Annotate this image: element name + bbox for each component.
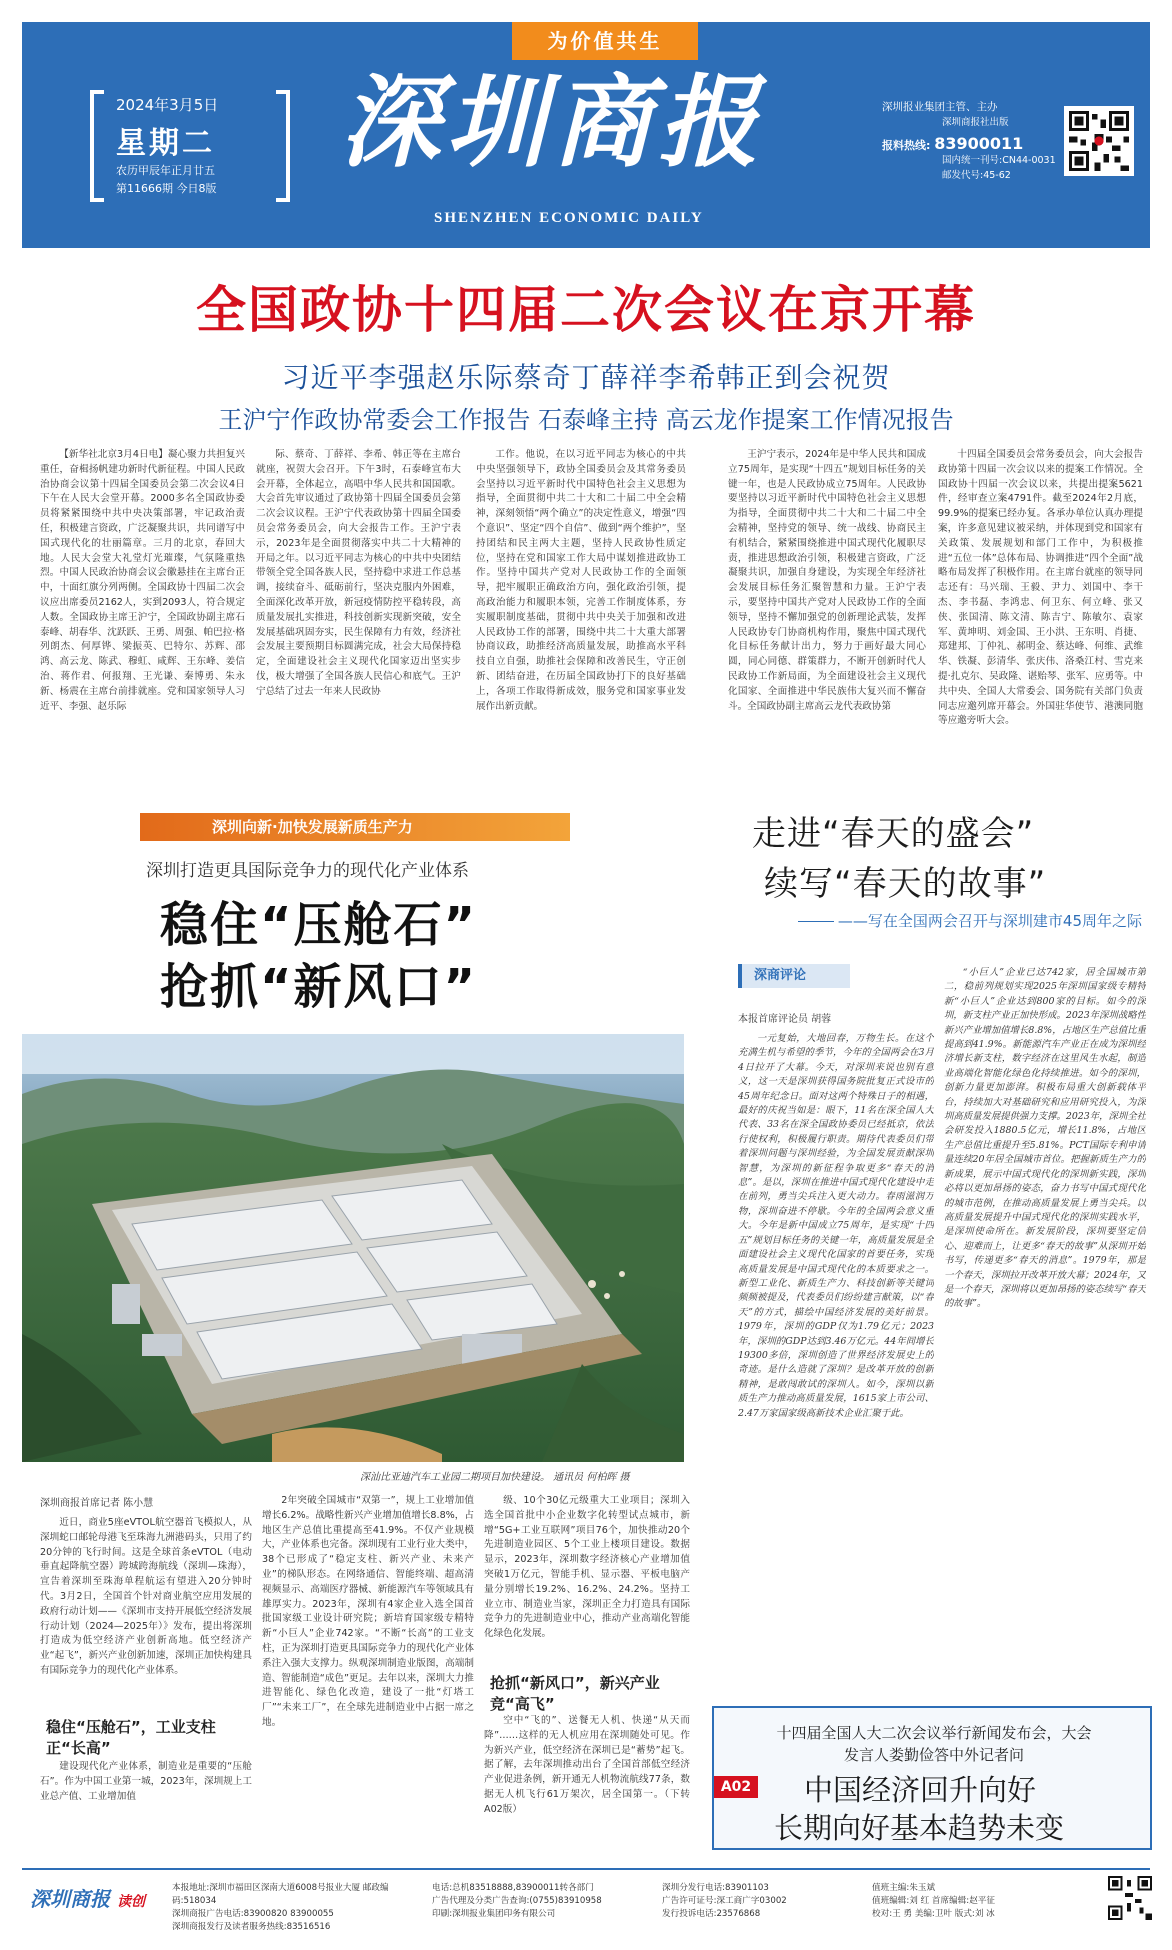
- section-banner: [140, 813, 570, 841]
- banner-tag: 深圳向新·: [212, 818, 278, 836]
- publisher: 深圳报业集团主管、主办: [882, 101, 998, 113]
- issue-date: 2024年3月5日: [116, 96, 219, 114]
- lead-subhead-2: 王沪宁作政协常委会工作报告 石泰峰主持 高云龙作提案工作情况报告: [218, 406, 954, 434]
- feature-column-1: 近日，商业5座eVTOL航空器首飞模拟人，从深圳蛇口邮轮母港飞至珠海九洲港码头，只用了约20分钟的飞行时间。这是全球首条eVTOL（电动垂直起降航空器）跨城跨海航线（深圳—珠海），宣告着深圳至珠海单程航运有望进入20分钟时代。3月2日，全国首个针对商业航空应用发展的政府行动计划——《深圳市支持开展低空经济发展行动计划（2024—2025年）》发布，提出将深圳打造成为低空经济产业创新高地。低空经济产业“起飞”，新兴产业创新加速，深圳正加快构建具有国际竞争力的现代化产业体系。: [40, 1517, 252, 1676]
- feature-column-2: 2年突破全国城市“双第一”，规上工业增加值增长6.2%。战略性新兴产业增加值增长8.8%，占地区生产总值比重提高至41.9%。不仅产业规模大，产业体系也完备。深圳现有工业行业大类中，38个已形成了“稳定支柱、新兴产业、未来产业”的梯队形态。在网络通信、智能终端、超高清视频显示、高端医疗器械、新能源汽车等领域具有雄厚实力。2023年，深圳有4家企业入选全国首批国家级工业设计研究院；新培育国家级专精特新“小巨人”企业742家。“不断“长高”的工业支柱，正为深圳打造更具国际竞争力的现代化产业体系注入强大支撑力。纵观深圳制造业版图，高端制造、智能制造“成色”更足。去年以来，深圳大力推进智能化、绿色化改造，建设了一批“灯塔工厂”“未来工厂”，在全球先进制造业中占据一席之地。: [262, 1495, 474, 1728]
- commentary-author: 本报首席评论员 胡蓉: [738, 1014, 832, 1025]
- lead-column-1: 【新华社北京3月4日电】凝心聚力共担复兴重任，奋楫扬帆建功新时代新征程。中国人民政治协商会议第十四届全国委员会第二次会议4日下午在人民大会堂开幕。2000多名全国政协委员将紧紧围绕中共中央决策部署，牢记政治责任，积极建言资政，广泛凝聚共识，共同谱写中国式现代化的壮丽篇章。三月的北京，春回大地。人民大会堂大礼堂灯光璀璨，气氛隆重热烈。中国人民政治协商会议会徽悬挂在主席台正中，十面红旗分列两侧。全国政协十四届二次会议应出席委员2162人，实到2093人，符合规定人数。全国政协主席王沪宁，全国政协副主席石泰峰、胡春华、沈跃跃、王勇、周强、帕巴拉·格列朗杰、何厚铧、梁振英、巴特尔、苏辉、邵鸿、高云龙、陈武、穆虹、咸辉、王东峰、姜信治、蒋作君、何报翔、王光谦、秦博勇、朱永新、杨震在主席台前排就座。党和国家领导人习近平、李强、赵乐际: [40, 449, 245, 712]
- commentary-column-1: 一元复始，大地回春，万物生长。在这个充满生机与希望的季节，今年的全国两会在3月4日拉开了大幕。今天，对深圳来说也别有意义，这一天是深圳获得国务院批复正式设市的45周年纪念日。面对这两个特殊日子的相遇，最好的庆祝当如是：眼下，11名在深全国人大代表、33名在深全国政协委员已经抵京，依法行使权利，积极履行职责。期待代表委员们带着深圳问题与深圳经验，为全国发展贡献深圳智慧，为深圳的新征程争取更多“春天的消息”。是以，深圳在推进中国式现代化建设中走在前列，勇当尖兵注入更大动力。春雨滋润万物，深圳奋进不停歇。今年的全国两会意义重大。今年是新中国成立75周年，是实现“十四五”规划目标任务的关键一年，高质量发展是全面建设社会主义现代化国家的首要任务，实现高质量发展是中国式现代化的本质要求之一。新型工业化、新质生产力、科技创新等关键词频频被提及，代表委员们纷纷建言献策，以“春天”的方式，描绘中国经济发展的美好前景。1979年，深圳的GDP仅为1.79亿元；2023年，深圳的GDP达到3.46万亿元。44年间增长19300多倍，深圳创造了世界经济发展史上的奇迹。是什么造就了深圳？是改革开放的创新精神，是敢闯敢试的深圳人。如今，深圳以新质生产力推动高质量发展，1615家上市公司、2.47万家国家级高新技术企业汇聚于此。: [738, 1033, 934, 1419]
- commentary-tag: 深商评论: [738, 964, 850, 988]
- footer-address: 本报地址:深圳市福田区深南大道6008号报业大厦 邮政编码:518034 深圳商报广告电话:83900820 83900055 深圳商报发行及读者服务热线:83516516: [172, 1883, 389, 1932]
- publisher-info: [882, 100, 1056, 183]
- issue-number: 第11666期 今日8版: [116, 182, 217, 195]
- lead-column-5: 十四届全国委员会常务委员会，向大会报告政协第十四届一次会议以来的提案工作情况。全国政协十四届一次会议以来，共提出提案5621件，经审查立案4791件。截至2024年2月底，99.9%的提案已经办复。各承办单位认真办理提案，许多意见建议被采纳，并体现到党和国家有关政策、发展规划和部门工作中，为积极推进“五位一体”总体布局、协调推进“四个全面”战略布局发挥了积极作用。在主席台就座的领导同志还有：马兴瑞、王毅、尹力、刘国中、李干杰、李书磊、李鸿忠、何卫东、何立峰、张又侠、张国清、陈文清、陈吉宁、陈敏尔、袁家军、黄坤明、刘金国、王小洪、王东明、肖捷、郑建邦、丁仲礼、郝明金、蔡达峰、何维、武维华、铁凝、彭清华、张庆伟、洛桑江村、雪克来提·扎克尔、吴政隆、谌贻琴、张军、应勇等。中共中央、全国人大常委会、国务院有关部门负责同志应邀列席开幕会。外国驻华使节、港澳同胞等应邀旁听大会。: [938, 449, 1143, 727]
- date-box: [90, 90, 290, 210]
- lead-column-4: 王沪宁表示，2024年是中华人民共和国成立75周年，是实现“十四五”规划目标任务的关键一年，也是人民政协成立75周年。人民政协要坚持以习近平新时代中国特色社会主义思想为指导，全面贯彻中共二十大和二十届二中全会精神，坚持党的领导、统一战线、协商民主有机结合，紧紧围绕推进中国式现代化履职尽责，推进思想政治引领，积极建言资政，广泛凝聚共识，加强自身建设，为实现全年经济社会发展目标任务汇聚智慧和力量。王沪宁表示，要坚持中国共产党对人民政协工作的全面领导，坚持不懈加强党的创新理论武装，发挥人民政协专门协商机构作用，聚焦中国式现代化目标任务献计出力，努力于画好最大同心圆，同心同德、群策群力，不断开创新时代人民政协工作新局面，为全面建设社会主义现代化国家、全面推进中华民族伟大复兴而不懈奋斗。全国政协副主席高云龙代表政协第: [728, 449, 926, 712]
- teaser-kicker-2: 发言人娄勤俭答中外记者问: [843, 1746, 1024, 1764]
- lunar-date: 农历甲辰年正月廿五: [116, 164, 215, 177]
- footer-phones: 电话:总机83518888,83900011转各部门 广告代理及分类广告查询:(0755)83910958 印刷:深圳报业集团印务有限公司: [432, 1883, 602, 1919]
- lead-subhead-1: 习近平李强赵乐际蔡奇丁薛祥李希韩正到会祝贺: [281, 361, 891, 394]
- commentary-title-1: 走进“春天的盛会”: [752, 814, 1035, 854]
- qr-code-icon: [1064, 106, 1134, 176]
- feature-column-1b: 建设现代化产业体系，制造业是重要的“压舱石”。作为中国工业第一城，2023年，深圳规上工业总产值、工业增加值: [40, 1761, 252, 1802]
- footer-logo: 深圳商报 读创: [30, 1882, 160, 1916]
- publisher-2: 深圳商报社出版: [942, 117, 1009, 128]
- hotline-number: 83900011: [934, 134, 1024, 153]
- teaser-kicker-1: 十四届全国人大二次会议举行新闻发布会，大会: [776, 1724, 1092, 1742]
- teaser-title-2: 长期向好基本趋势未变: [774, 1811, 1065, 1845]
- postal-code: 邮发代号:45-62: [942, 170, 1011, 181]
- masthead: [22, 22, 1150, 248]
- footer: [22, 1868, 1150, 1940]
- hotline: [882, 136, 1056, 153]
- feature-subhead-2: 抢抓“新风口”，新兴产业竞“高飞”: [490, 1674, 660, 1713]
- commentary-subtitle: ——写在全国两会召开与深圳建市45周年之际: [752, 910, 1142, 931]
- feature-column-3b: 空中“飞的”、送餐无人机、快递“从天而降”……这样的无人机应用在深圳随处可见。作为新兴产业，低空经济在深圳已是“蓄势”起飞。据了解，去年深圳推动出台了全国首部低空经济产业促进条例，新开通无人机物流航线77条，数据无人机飞行61万架次，居全国第一。（下转A02版）: [484, 1715, 690, 1815]
- feature-column-3: 级、10个30亿元级重大工业项目；深圳入选全国首批中小企业数字化转型试点城市，新增“5G+工业互联网”项目76个，加快推动20个先进制造业园区、5个工业上楼项目建设。数据显示，2023年，深圳数字经济核心产业增加值突破1万亿元，智能手机、显示器、平板电脑产量分别增长19.2%、16.2%、24.2%。坚持工业立市、制造业当家，深圳正全力打造具有国际竞争力的先进制造业中心，推动产业高端化智能化绿色化发展。: [484, 1495, 690, 1640]
- feature-title-2: 抢抓“新风口”: [160, 959, 478, 1015]
- photo-caption: 深汕比亚迪汽车工业园二期项目加快建设。 通讯员 何柏晖 摄: [360, 1472, 630, 1483]
- banner-text: 加快发展新质生产力: [277, 818, 413, 836]
- bracket-right: [276, 90, 290, 202]
- cn-code: 国内统一刊号:CN44-0031: [942, 155, 1056, 166]
- newspaper-title: 深圳商报: [340, 63, 764, 181]
- newspaper-title-en: SHENZHEN ECONOMIC DAILY: [434, 210, 704, 226]
- footer-distribution: 深圳分发行电话:83901103 广告许可证号:深工商广字03002 发行投诉电话:23576868: [662, 1883, 787, 1919]
- commentary-title-2: 续写“春天的故事”: [764, 864, 1047, 904]
- commentary-column-2: “小巨人”企业已达742家，居全国城市第二，稳前列规划实现2025年深圳国家级专精特新“小巨人”企业达到800家的目标。如今的深圳，新支柱产业正加快形成。2023年深圳战略性新兴产业增加值增长8.8%，占地区生产总值比重提高到41.9%。新能源汽车产业正在成为深圳经济增长新支柱，数字经济在这里风生水起，制造业高端化智能化绿色化持续推进。如今的深圳，创新力量更加澎湃。积极布局重大创新载体平台，持续加大对基础研究和应用研究投入，为深圳高质量发展提供强力支撑。2023年，深圳全社会研发投入1880.5亿元，增长11.8%，占地区生产总值比重提升至5.81%。PCT国际专利申请量连续20年居全国城市首位。把握新质生产力的新成果，展示中国式现代化的深圳新实践，深圳必将以更加昂扬的姿态，奋力书写中国式现代化的城市范例，在推动高质量发展上勇当尖兵。以高质量发展提升中国式现代化的深圳实践水平，是深圳使命所在。新发展阶段，深圳要坚定信心、迎难而上，让更多“春天的故事”从深圳开始书写，传递更多“春天的消息”。1979年，那是一个春天，深圳拉开改革开放大幕；2024年，又是一个春天，深圳将以更加昂扬的姿态续写“春天的故事”。: [944, 967, 1146, 1310]
- inside-teaser-box[interactable]: [712, 1706, 1152, 1850]
- lead-column-2: 际、蔡奇、丁薛祥、李希、韩正等在主席台就座，祝贺大会召开。下午3时，石泰峰宣布大会开幕，全体起立，高唱中华人民共和国国歌。大会首先审议通过了政协第十四届全国委员会第二次会议议程。王沪宁代表政协第十四届全国委员会常务委员会，向大会报告工作。王沪宁表示，2023年是全面贯彻落实中共二十大精神的开局之年。以习近平同志为核心的中共中央团结带领全党全国各族人民，坚持稳中求进工作总基调，接续奋斗、砥砺前行，坚决克服内外困难，全面深化改革开放，新冠疫情防控平稳转段，高质量发展扎实推进，科技创新实现新突破，安全发展基础巩固夯实，民生保障有力有效，经济社会发展主要预期目标圆满完成，社会大局保持稳定，全面建设社会主义现代化国家迈出坚实步伐，极大增强了全国各族人民信心和底气。王沪宁总结了过去一年来人民政协: [256, 449, 461, 697]
- feature-subhead-1: 稳住“压舱石”，工业支柱正“长高”: [46, 1718, 216, 1757]
- hotline-label: 报料热线:: [882, 139, 931, 152]
- footer-editors: 值班主编:朱玉斌 值班编辑:刘 红 首席编辑:赵平征 校对:王 勇 美编:卫叶 版式:刘 冰: [872, 1883, 995, 1919]
- feature-author: 深圳商报首席记者 陈小慧: [40, 1498, 154, 1509]
- feature-kicker: 深圳打造更具国际竞争力的现代化产业体系: [146, 861, 469, 881]
- page-ref-badge[interactable]: A02: [714, 1776, 758, 1798]
- subtitle-rule: [798, 921, 834, 922]
- bracket-left: [90, 90, 104, 202]
- footer-qr-code-icon: [1108, 1876, 1152, 1920]
- factory-aerial-photo: [22, 1034, 684, 1462]
- weekday: 星期二: [116, 126, 215, 161]
- footer-logo-tag: 读创: [116, 1894, 145, 1910]
- feature-title-1: 稳住“压舱石”: [160, 897, 478, 953]
- lead-headline: 全国政协十四届二次会议在京开幕: [196, 281, 976, 339]
- lead-column-3: 工作。他说，在以习近平同志为核心的中共中央坚强领导下，政协全国委员会及其常务委员会坚持以习近平新时代中国特色社会主义思想为指导，全面贯彻中共二十大和二十届二中全会精神，深刻领悟“两个确立”的决定性意义，增强“四个意识”、坚定“四个自信”、做到“两个维护”，坚持团结和民主两大主题，坚持人民政协性质定位，坚持在党和国家工作大局中谋划推进政协工作。坚持中国共产党对人民政协工作的全面领导，把牢履职正确政治方向，强化政治引领，提高政治能力和履职本领，完善工作制度体系，夯实履职制度基础，贯彻中共中央关于加强和改进人民政协工作的部署，围绕中共二十大重大部署协商议政，助推经济高质量发展，助推高水平科技自立自强，助推社会保障和改善民生，守正创新、团结奋进，在历届全国政协打下的良好基础上，各项工作取得新成效，服务党和国家事业发展作出新贡献。: [476, 449, 686, 712]
- slogan: 为价值共生: [512, 22, 698, 60]
- teaser-title-1: 中国经济回升向好: [804, 1773, 1037, 1807]
